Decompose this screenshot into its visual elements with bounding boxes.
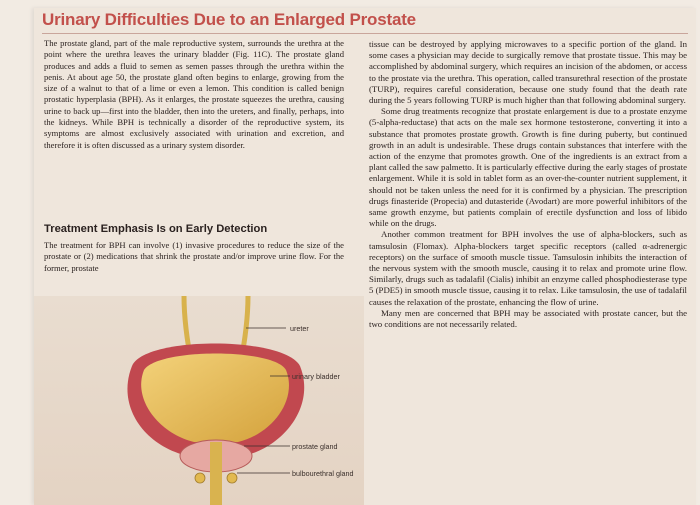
bulbourethral-gland-right [227,473,237,483]
left-paragraph-1: The prostate gland, part of the male reproductive system, surrounds the urethra at the point where the urethra leaves the urinary bladder (Fig. 11C). The prostate gland produces and adds a fluid to semen as semen passes through the urethra within the penis. At about age 50, the prostate gland often begins to enlarge, growing from the size of a walnut to that of a lime or even a lemon. This condition is called benign prostatic hyperplasia (BPH). As it enlarges, the prostate squeezes the urethra, causing urine to back up—first into the bladder, then into the ureters, and finally, perhaps, into the kidneys. While BPH is technically a disorder of the reproductive system, its symptoms are almost exclusively associated with urination and excretion, and therefore it is often discussed as a urinary system disorder. [44,38,344,150]
prostate-label: prostate gland [292,442,338,451]
textbook-page [34,8,696,505]
prostate-figure [34,296,364,505]
left-paragraph-2: The treatment for BPH can involve (1) invasive procedures to reduce the size of the prostate or (2) medications that shrink the prostate and/or improve urine flow. For the former, prostate [44,240,344,273]
ureter-label: ureter [290,324,309,333]
right-paragraph-1: tissue can be destroyed by applying microwaves to a specific portion of the gland. In some cases a physician may decide to surgically remove that prostate tissue. This may be accomplished by abdominal surgery, which requires an incision of the abdomen, or access to the prostate via the urethra. This operation, called transurethral resection of the prostate (TURP), requires careful consideration, because one study found that the death rate during the 5 years following TURP is much higher than that following abdominal surgery. [369,39,687,106]
urethra-shape [210,442,222,505]
right-column [369,39,687,330]
left-column [44,38,344,151]
page-title: Urinary Difficulties Due to an Enlarged Prostate [42,10,416,29]
title-underline [42,33,688,34]
bulbourethral-gland-left [195,473,205,483]
bladder-label: urinary bladder [292,372,340,381]
bulbourethral-label: bulbourethral gland [292,469,354,478]
right-paragraph-4: Many men are concerned that BPH may be associated with prostate cancer, but the two conditions are not necessarily related. [369,307,687,330]
section-heading: Treatment Emphasis Is on Early Detection [44,223,268,235]
left-column-lower [44,240,344,274]
right-paragraph-2: Some drug treatments recognize that prostate enlargement is due to a prostate enzyme (5-alpha-reductase) that acts on the male sex hormone testosterone, converting it into a substance that promotes prostate growth. Growth is fine during puberty, but continued growth in an adult is undesirable. These drugs contain substances that interfere with the action of the enzyme that promotes growth. One of the ingredients is an extract from a plant called the saw palmetto. It is particularly effective during the early stages of prostate enlargement. While it is sold in tablet form as an over-the-counter nutrient supplement, it should not be taken unless the need for it is confirmed by a physician. The prescription drugs finasteride (Propecia) and dutasteride (Avodart) are more powerful inhibitors of the same growth enzyme, but patients complain of erectile dysfunction and loss of libido while on the drugs. [369,106,687,229]
right-paragraph-3: Another common treatment for BPH involves the use of alpha-blockers, such as tamsulosin (Flomax). Alpha-blockers target specific receptors (called α-adrenergic receptors) on the surface of smooth muscle tissue. Tamsulosin inhibits the interaction of the nervous system with the smooth muscle, causing it to relax and promote urine flow. Similarly, drugs such as tadalafil (Cialis) inhibit an enzyme called phosphodiesterase type 5 (PDE5) in smooth muscle tissue, causing it to relax. Like tamsulosin, the use of tadalafil causes the relaxation of the prostate, enhancing the flow of urine. [369,229,687,307]
